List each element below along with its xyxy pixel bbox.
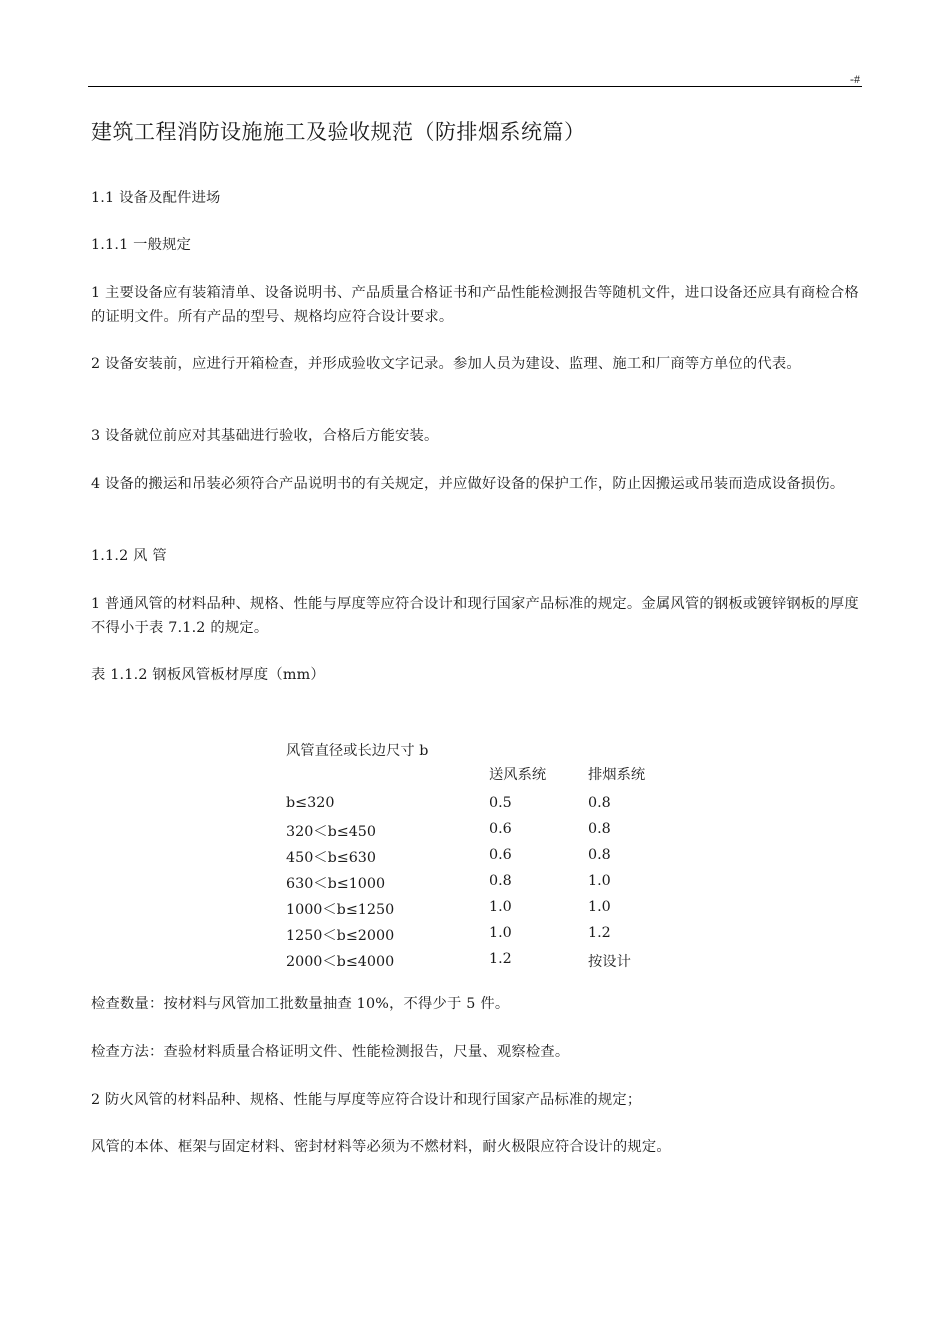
table-row <box>286 951 706 977</box>
cell-supply: 0.6 <box>489 847 512 863</box>
cell-smoke: 1.0 <box>588 873 611 889</box>
table-row <box>286 925 706 951</box>
table-header-size: 风管直径或长边尺寸 b <box>286 743 429 759</box>
section-heading-1-1-2: 1.1.2 风 管 <box>91 548 167 564</box>
cell-supply: 0.5 <box>489 795 512 811</box>
cell-supply: 0.6 <box>489 821 512 837</box>
table-row <box>286 821 706 847</box>
paragraph-4: 4 设备的搬运和吊装必须符合产品说明书的有关规定，并应做好设备的保护工作，防止因搬运或吊装而造成设备损伤。 <box>91 476 845 492</box>
table-row <box>286 899 706 925</box>
cell-smoke: 1.2 <box>588 925 611 941</box>
cell-size: 1250＜b≤2000 <box>286 928 395 944</box>
cell-size: 1000＜b≤1250 <box>286 902 395 918</box>
table-header-supply: 送风系统 <box>489 767 547 783</box>
cell-smoke: 0.8 <box>588 821 611 837</box>
section-heading-1-1-1: 1.1.1 一般规定 <box>91 237 192 253</box>
paragraph-inspection-method: 检查方法：查验材料质量合格证明文件、性能检测报告，尺量、观察检查。 <box>91 1044 570 1060</box>
cell-size: 630＜b≤1000 <box>286 876 386 892</box>
cell-size: 320＜b≤450 <box>286 824 377 840</box>
cell-supply: 0.8 <box>489 873 512 889</box>
table-caption: 表 1.1.2 钢板风管板材厚度（mm） <box>91 667 325 683</box>
paragraph-3: 3 设备就位前应对其基础进行验收，合格后方能安装。 <box>91 428 439 444</box>
cell-smoke: 0.8 <box>588 847 611 863</box>
cell-smoke: 1.0 <box>588 899 611 915</box>
paragraph-2: 2 设备安装前，应进行开箱检查，并形成验收文字记录。参加人员为建设、监理、施工和厂商等方单位的代表。 <box>91 356 801 372</box>
paragraph-5: 1 普通风管的材料品种、规格、性能与厚度等应符合设计和现行国家产品标准的规定。金属风管的钢板或镀锌钢板的厚度不得小于表 7.1.2 的规定。 <box>91 596 859 636</box>
table-row <box>286 873 706 899</box>
cell-smoke: 按设计 <box>588 954 631 970</box>
cell-supply: 1.0 <box>489 899 512 915</box>
header-rule <box>88 86 862 87</box>
cell-smoke: 0.8 <box>588 795 611 811</box>
cell-supply: 1.2 <box>489 951 512 967</box>
cell-size: 450＜b≤630 <box>286 850 377 866</box>
cell-size: b≤320 <box>286 795 335 811</box>
table-row <box>286 795 706 821</box>
paragraph-inspection-quantity: 检查数量：按材料与风管加工批数量抽查 10%，不得少于 5 件。 <box>91 996 510 1012</box>
paragraph-1: 1 主要设备应有装箱清单、设备说明书、产品质量合格证书和产品性能检测报告等随机文件，进口设备还应具有商检合格的证明文件。所有产品的型号、规格均应符合设计要求。 <box>91 285 859 325</box>
page-number: -# <box>850 72 860 86</box>
section-heading-1-1: 1.1 设备及配件进场 <box>91 190 221 206</box>
cell-size: 2000＜b≤4000 <box>286 954 395 970</box>
cell-supply: 1.0 <box>489 925 512 941</box>
document-title: 建筑工程消防设施施工及验收规范（防排烟系统篇） <box>91 120 586 144</box>
table-header-smoke: 排烟系统 <box>588 767 646 783</box>
table-row <box>286 847 706 873</box>
paragraph-fire-duct-materials: 风管的本体、框架与固定材料、密封材料等必须为不燃材料，耐火极限应符合设计的规定。 <box>91 1139 671 1155</box>
paragraph-fire-duct: 2 防火风管的材料品种、规格、性能与厚度等应符合设计和现行国家产品标准的规定； <box>91 1092 642 1108</box>
